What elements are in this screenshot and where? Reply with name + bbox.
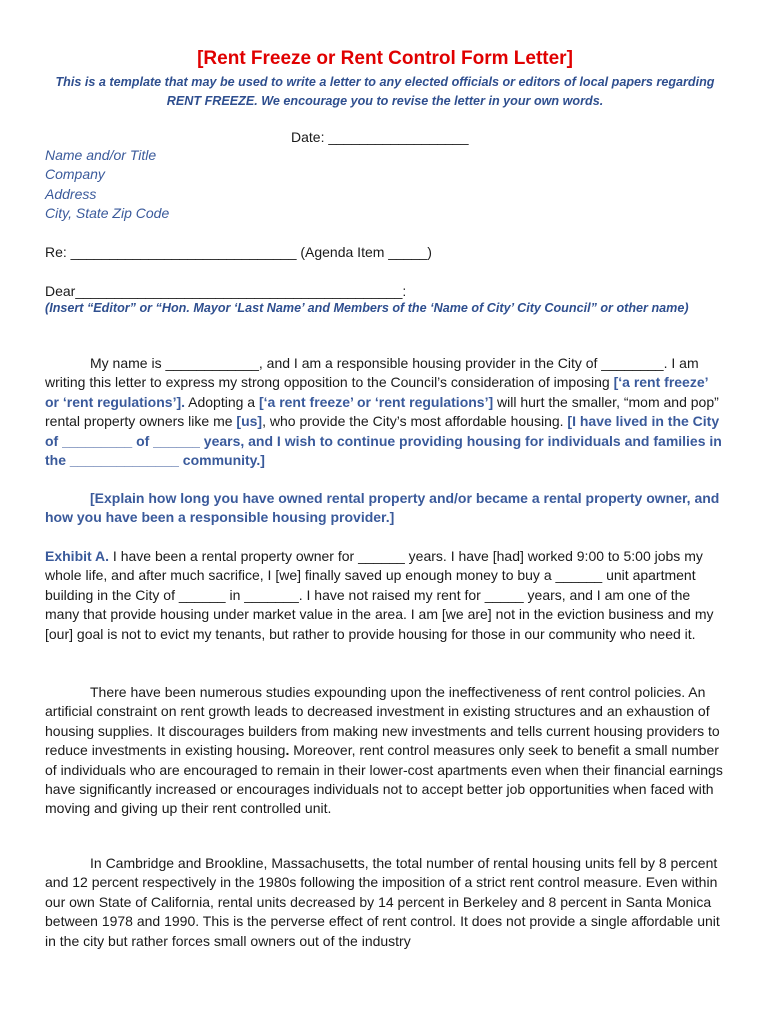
paragraph-ownership-instructions: [Explain how long you have owned rental property and/or became a rental property owner, and how you have been a responsible housing provider.] [45, 490, 720, 526]
studies-period: . [285, 742, 290, 759]
date-line: Date: __________________ [291, 129, 469, 145]
exhibit-a-label: Exhibit A. [45, 548, 110, 564]
studies-text-2: Moreover, rent control measures only seek to benefit a small number of individuals who are encouraged to remain in their lower-cost apartments even when their financial earnings have significantly increased or encourages individuals not to accept better job opportunities when faced with moving and giving up their rent controlled unit. [45, 742, 723, 817]
document-title: [Rent Freeze or Rent Control Form Letter] [197, 48, 573, 69]
paragraph-exhibit-a [45, 547, 725, 644]
intro-text-1: My name is ____________, and I am a responsible housing provider in the City of ________. I am writing this letter to express my strong opposition to the Council’s consideration of imposing [45, 355, 699, 391]
address-name-title: Name and/or Title [45, 147, 157, 163]
paragraph-cambridge-brookline: In Cambridge and Brookline, Massachusetts, the total number of rental housing units fell by 8 percent and 12 percent respectively in the 1980s following the imposition of a strict rent control measure. Even within our own State of California, rental units decreased by 14 percent in Berkeley and 8 percent in Santa Monica between 1978 and 1990. This is the perverse effect of rent control. It does not provide a single affordable unit in the city but rather forces small owners out of the industry [45, 855, 720, 949]
salutation-instructions: (Insert “Editor” or “Hon. Mayor ‘Last Name’ and Members of the ‘Name of City’ City Council” or other name) [45, 301, 689, 315]
paragraph-studies [45, 683, 725, 819]
intro-text-2: Adopting a [185, 393, 259, 410]
template-instructions: This is a template that may be used to write a letter to any elected officials or editors of local papers regarding RENT FREEZE. We encourage you to revise the letter in your own words. [55, 75, 715, 108]
address-company: Company [45, 166, 105, 183]
recipient-address-block [45, 146, 169, 223]
paragraph-introduction [45, 354, 725, 470]
address-city-state-zip: City, State Zip Code [45, 204, 170, 221]
intro-placeholder-4: [I have lived in the City of _________ of ______ years, and I wish to continue providing housing for individuals and families in the ______________ community.] [45, 413, 722, 469]
salutation-line: Dear__________________________________________: [45, 283, 407, 299]
studies-text-1: There have been numerous studies expounding upon the ineffectiveness of rent control policies. An artificial constraint on rent growth leads to decreased investment in existing structures and an exhaustion of housing supplies. It discourages builders from making new investments and tells current housing providers to reduce investments in existing housing [45, 684, 720, 759]
intro-placeholder-2: [‘a rent freeze’ or ‘rent regulations’] [258, 393, 494, 410]
intro-placeholder-1: [‘a rent freeze’ or ‘rent regulations’]. [45, 374, 708, 410]
intro-text-3: will hurt the smaller, “mom and pop” rental property owners like me [45, 393, 719, 430]
intro-placeholder-3: [us] [236, 413, 263, 430]
address-street: Address [45, 185, 97, 202]
re-line: Re: _____________________________ (Agenda Item _____) [45, 244, 432, 260]
intro-text-4: , who provide the City’s most affordable housing. [262, 413, 568, 430]
exhibit-a-text: I have been a rental property owner for ______ years. I have [had] worked 9:00 to 5:00 jobs my whole life, and after much sacrifice, I [we] finally saved up enough money to buy a ______ unit apartment building in the City of ______ in _______. I have not raised my rent for _____ years, and I am one of the many that provide housing under market value in the area. I am [we are] not in the eviction business and my [our] goal is not to evict my tenants, but rather to provide housing for those in our community who need it. [45, 548, 714, 642]
